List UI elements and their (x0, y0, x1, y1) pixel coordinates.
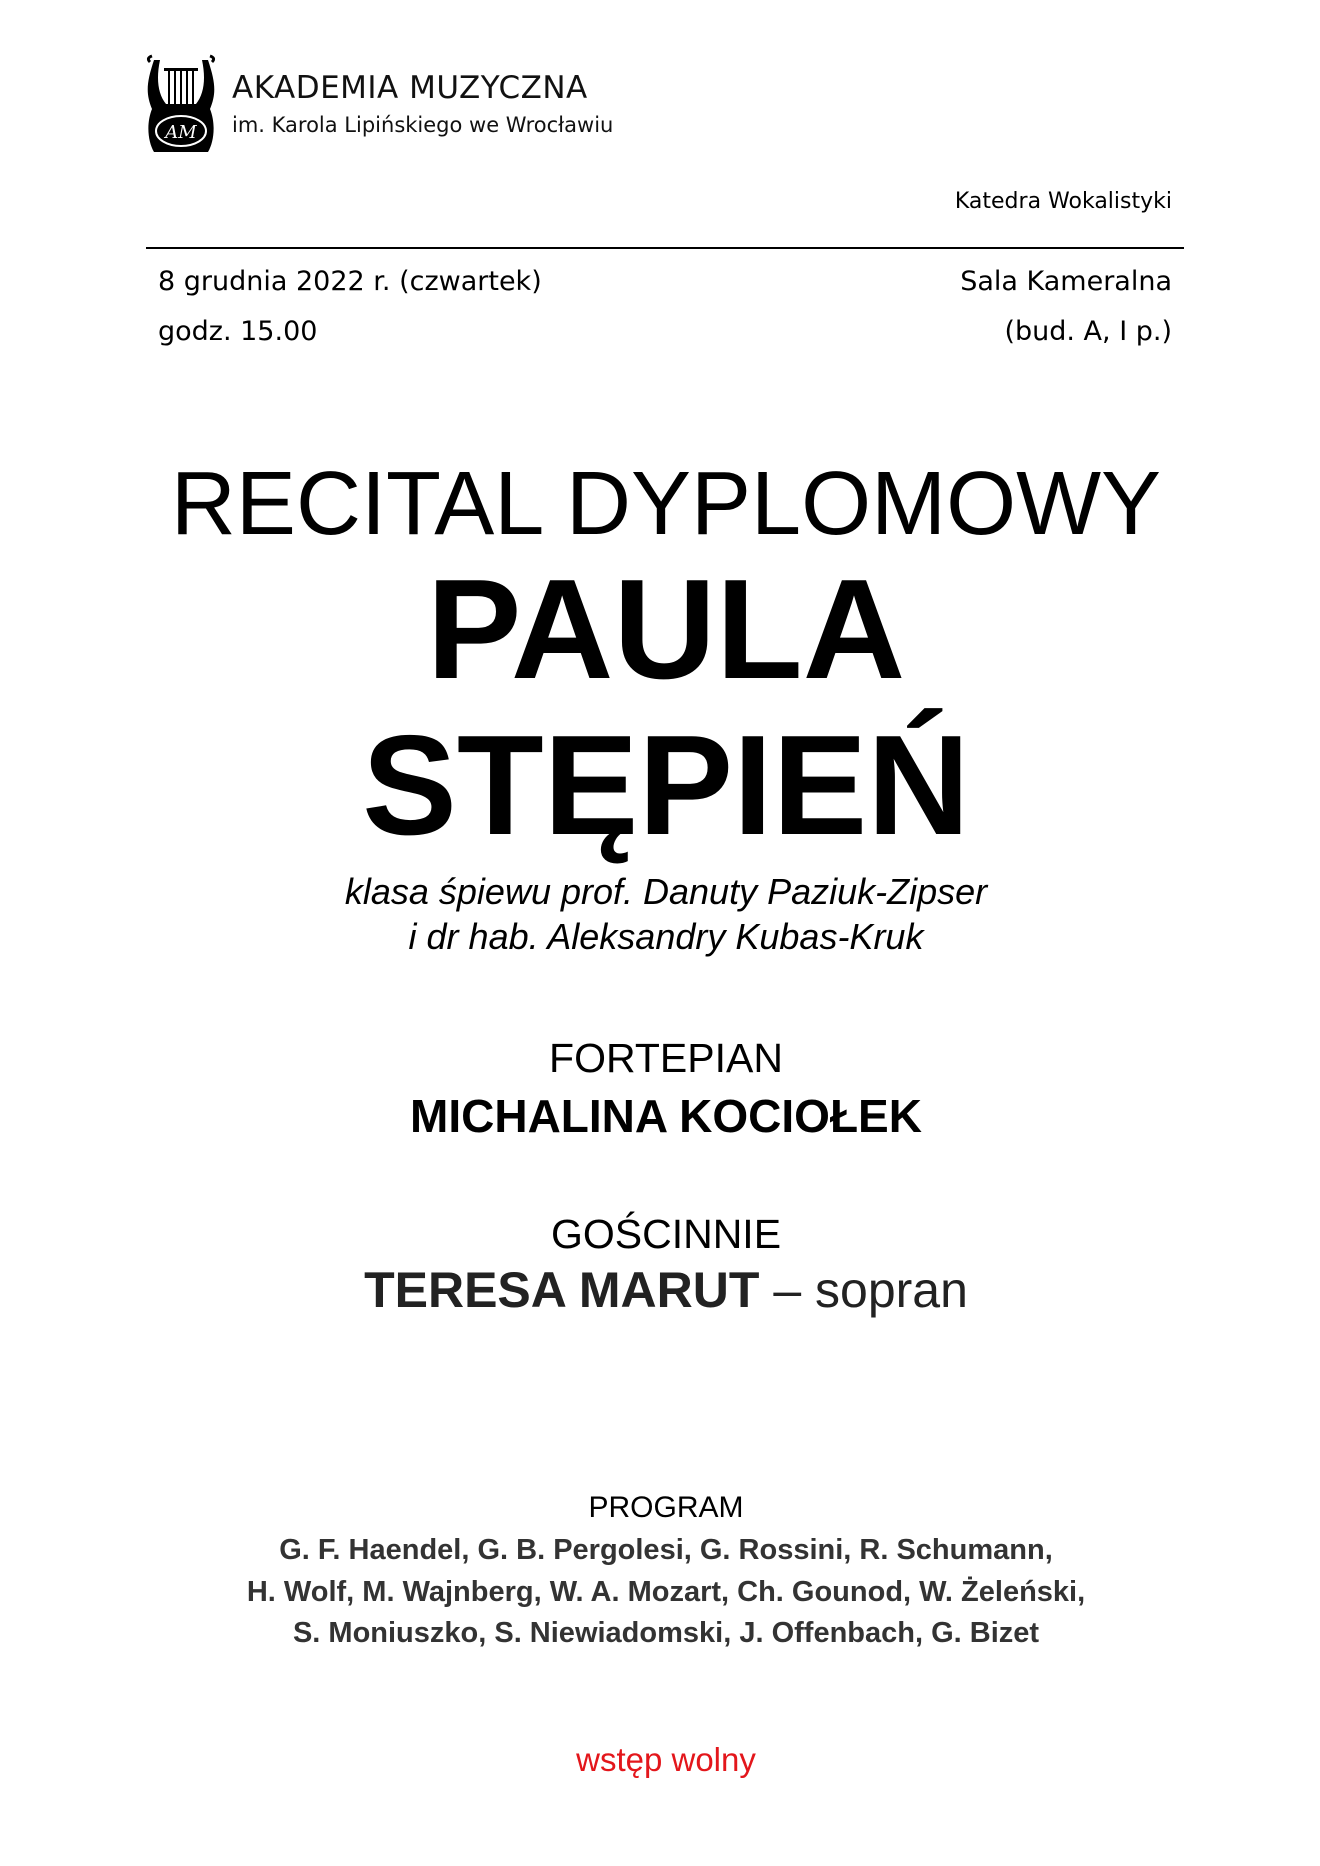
event-title: RECITAL DYPLOMOWY (170, 454, 1162, 554)
guest-name: TERESA MARUT (364, 1262, 760, 1318)
class-line-2: i dr hab. Aleksandry Kubas-Kruk (408, 916, 924, 957)
guest-role: – sopran (773, 1262, 968, 1318)
piano-label: FORTEPIAN (549, 1035, 783, 1081)
program-line: G. F. Haendel, G. B. Pergolesi, G. Rossini, R. Schumann, (279, 1534, 1053, 1566)
guest-label: GOŚCINNIE (550, 1211, 782, 1257)
institution-subtitle: im. Karola Lipińskiego we Wrocławiu (232, 113, 614, 137)
admission-note: wstęp wolny (576, 1741, 756, 1778)
department: Katedra Wokalistyki (954, 189, 1172, 214)
svg-text:AM: AM (165, 122, 197, 143)
event-venue-detail: (bud. A, I p.) (1004, 316, 1172, 347)
pianist-name: MICHALINA KOCIOŁEK (410, 1090, 922, 1142)
program-label: PROGRAM (588, 1491, 744, 1524)
header-divider (146, 247, 1184, 249)
institution-name: AKADEMIA MUZYCZNA (232, 70, 588, 106)
performer-first-name: PAULA (426, 550, 906, 709)
program-line: S. Moniuszko, S. Niewiadomski, J. Offenbach, G. Bizet (292, 1617, 1040, 1649)
guest-performer (0, 1262, 1320, 1318)
event-date: 8 grudnia 2022 r. (czwartek) (158, 266, 542, 297)
event-venue: Sala Kameralna (960, 266, 1172, 297)
academy-lyre-logo (144, 54, 218, 154)
event-time: godz. 15.00 (158, 316, 318, 347)
performer-last-name: STĘPIEŃ (362, 706, 970, 865)
program-line: H. Wolf, M. Wajnberg, W. A. Mozart, Ch. Gounod, W. Żeleński, (246, 1576, 1086, 1608)
class-line-1: klasa śpiewu prof. Danuty Paziuk-Zipser (344, 871, 988, 912)
